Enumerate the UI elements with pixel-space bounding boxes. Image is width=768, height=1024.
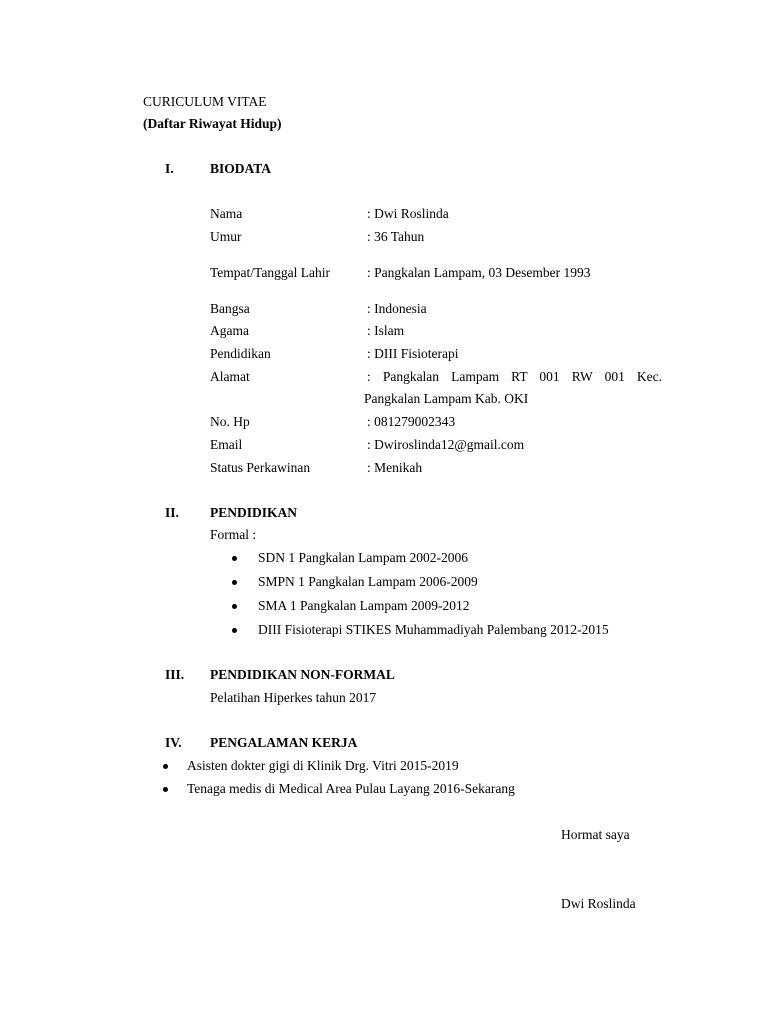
section-heading-biodata: BIODATA <box>210 161 272 176</box>
field-value-ttl: : Pangkalan Lampam, 03 Desember 1993 <box>367 265 591 280</box>
field-value-bangsa: : Indonesia <box>367 301 427 316</box>
list-item: Tenaga medis di Medical Area Pulau Layang 2016-Sekarang <box>187 781 515 796</box>
field-label-status: Status Perkawinan <box>210 460 311 475</box>
field-value-nohp: : 081279002343 <box>367 414 456 429</box>
field-label-umur: Umur <box>210 229 242 244</box>
list-item: SMA 1 Pangkalan Lampam 2009-2012 <box>258 598 470 613</box>
section-heading-pendidikan: PENDIDIKAN <box>210 505 298 520</box>
section-numeral-biodata: I. <box>165 161 174 176</box>
field-value-alamat: : Pangkalan Lampam RT 001 RW 001 Kec. <box>367 369 662 384</box>
section-numeral-pengalaman: IV. <box>165 735 182 750</box>
bullet-icon <box>232 580 237 585</box>
field-value-email: : Dwiroslinda12@gmail.com <box>367 437 525 452</box>
list-item: SMPN 1 Pangkalan Lampam 2006-2009 <box>258 574 478 589</box>
field-label-email: Email <box>210 437 243 452</box>
field-value-pendidikan: : DIII Fisioterapi <box>367 346 459 361</box>
bullet-icon <box>232 628 237 633</box>
list-item: SDN 1 Pangkalan Lampam 2002-2006 <box>258 550 468 565</box>
field-label-pendidikan: Pendidikan <box>210 346 271 361</box>
cv-subtitle: (Daftar Riwayat Hidup) <box>143 116 282 131</box>
field-label-agama: Agama <box>210 323 249 338</box>
field-label-nama: Nama <box>210 206 243 221</box>
field-value-alamat-line2: Pangkalan Lampam Kab. OKI <box>364 391 529 406</box>
formal-label: Formal : <box>210 527 257 542</box>
field-label-nohp: No. Hp <box>210 414 250 429</box>
field-value-nama: : Dwi Roslinda <box>367 206 449 221</box>
section-numeral-pendidikan: II. <box>165 505 179 520</box>
field-label-ttl: Tempat/Tanggal Lahir <box>210 265 330 280</box>
bullet-icon <box>232 556 237 561</box>
bullet-icon <box>232 604 237 609</box>
bullet-icon <box>163 764 168 769</box>
bullet-icon <box>163 787 168 792</box>
list-item: DIII Fisioterapi STIKES Muhammadiyah Palembang 2012-2015 <box>258 622 609 637</box>
field-label-bangsa: Bangsa <box>210 301 250 316</box>
field-value-agama: : Islam <box>367 323 405 338</box>
field-label-alamat: Alamat <box>210 369 250 384</box>
section-numeral-nonformal: III. <box>165 667 185 682</box>
nonformal-text: Pelatihan Hiperkes tahun 2017 <box>210 690 377 705</box>
list-item: Asisten dokter gigi di Klinik Drg. Vitri 2015-2019 <box>187 758 459 773</box>
field-value-status: : Menikah <box>367 460 423 475</box>
closing-greeting: Hormat saya <box>561 827 630 842</box>
cv-title: CURICULUM VITAE <box>143 94 267 109</box>
section-heading-nonformal: PENDIDIKAN NON-FORMAL <box>210 667 395 682</box>
section-heading-pengalaman: PENGALAMAN KERJA <box>210 735 358 750</box>
field-value-umur: : 36 Tahun <box>367 229 425 244</box>
signature-name: Dwi Roslinda <box>561 896 636 911</box>
